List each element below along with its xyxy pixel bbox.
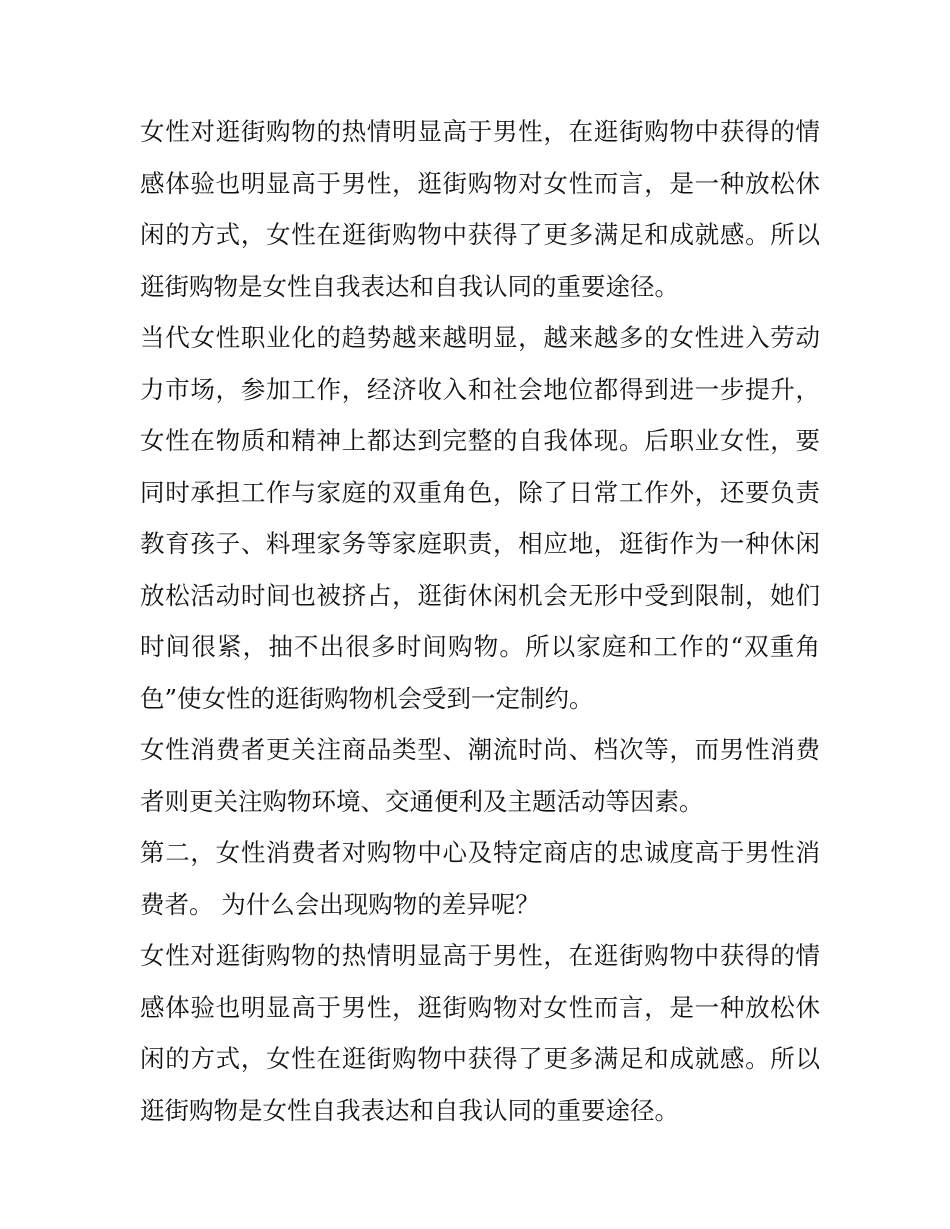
text-line: 力市场，参加工作，经济收入和社会地位都得到进一步提升， (140, 374, 820, 404)
text-line: 闲的方式，女性在逛街购物中获得了更多满足和成就感。所以 (140, 1044, 820, 1073)
text-line: 女性对逛街购物的热情明显高于男性，在逛街购物中获得的情 (140, 941, 820, 970)
text-line: 感体验也明显高于男性，逛街购物对女性而言，是一种放松休 (140, 168, 820, 198)
text-line: 费者。 为什么会出现购物的差异呢？ (140, 889, 540, 919)
text-line: 逛街购物是女性自我表达和自我认同的重要途径。 (140, 1095, 679, 1125)
text-line: 色”使女性的逛街购物机会受到一定制约。 (140, 683, 594, 713)
text-line: 逛街购物是女性自我表达和自我认同的重要途径。 (140, 271, 679, 301)
paragraph-4 (140, 827, 820, 930)
text-line: 当代女性职业化的趋势越来越明显，越来越多的女性进入劳动 (140, 323, 820, 352)
text-line: 女性对逛街购物的热情明显高于男性，在逛街购物中获得的情 (140, 117, 820, 146)
text-line: 者则更关注购物环境、交通便利及主题活动等因素。 (140, 786, 704, 816)
text-line: 时间很紧，抽不出很多时间购物。所以家庭和工作的“双重角 (140, 632, 820, 661)
paragraph-2 (140, 312, 820, 724)
text-line: 同时承担工作与家庭的双重角色，除了日常工作外，还要负责 (140, 477, 820, 507)
paragraph-1 (140, 106, 820, 312)
text-line: 闲的方式，女性在逛街购物中获得了更多满足和成就感。所以 (140, 220, 820, 249)
text-line: 教育孩子、料理家务等家庭职责，相应地，逛街作为一种休闲 (140, 529, 820, 558)
text-line: 女性在物质和精神上都达到完整的自我体现。后职业女性，要 (140, 426, 820, 455)
text-line: 放松活动时间也被挤占，逛街休闲机会无形中受到限制，她们 (140, 580, 820, 610)
document-body (140, 106, 820, 1136)
text-line: 第二，女性消费者对购物中心及特定商店的忠诚度高于男性消 (140, 838, 820, 867)
paragraph-5 (140, 930, 820, 1136)
text-line: 女性消费者更关注商品类型、潮流时尚、档次等，而男性消费 (140, 735, 820, 764)
text-line: 感体验也明显高于男性，逛街购物对女性而言，是一种放松休 (140, 992, 820, 1022)
paragraph-3 (140, 724, 820, 827)
